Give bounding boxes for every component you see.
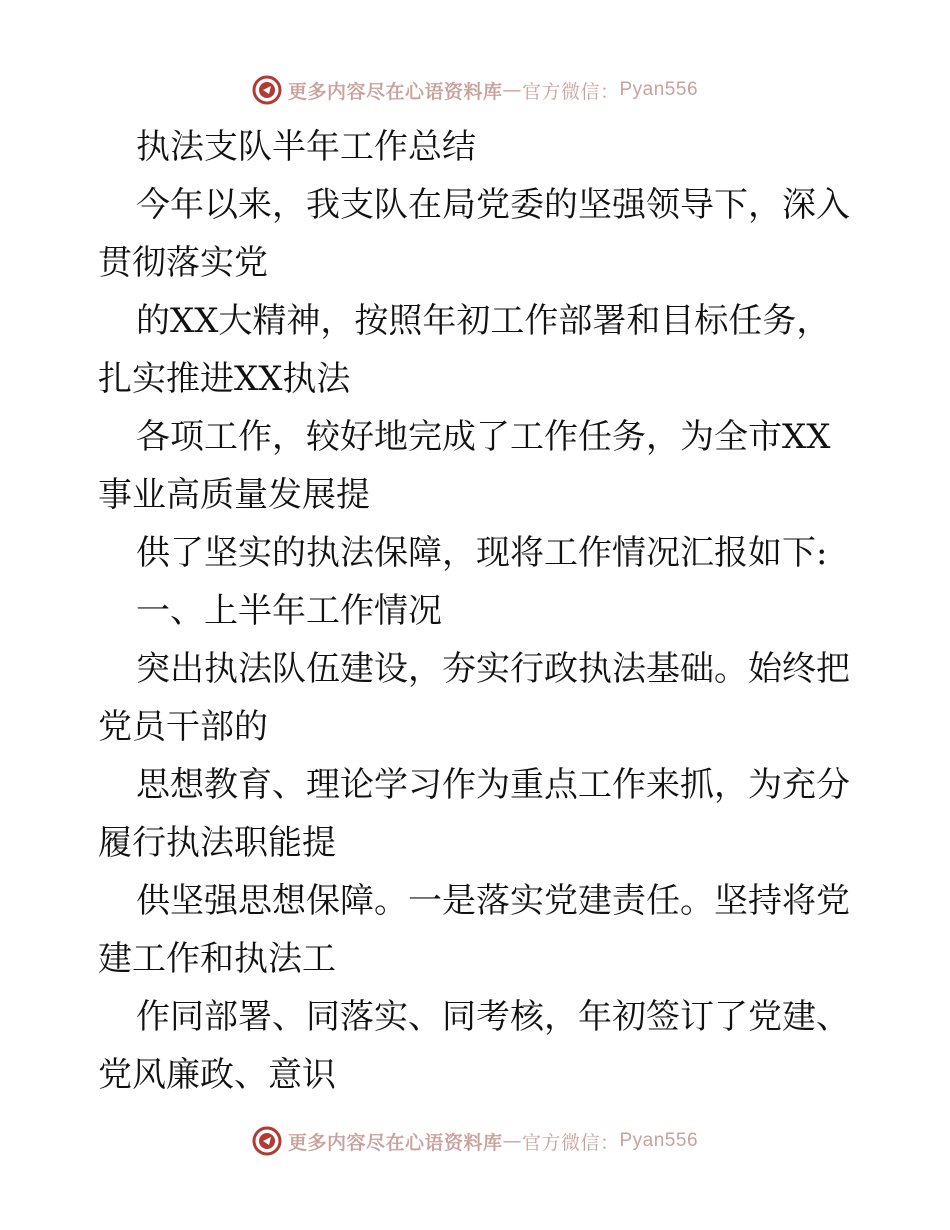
paragraph-line: 突出执法队伍建设，夯实行政执法基础。始终把: [136, 649, 850, 689]
paragraph-line: 供坚强思想保障。一是落实党建责任。坚持将党: [136, 881, 850, 921]
banner-wechat-label: 官方微信：: [521, 80, 620, 103]
paragraph-line: 今年以来，我支队在局党委的坚强领导下，深入: [136, 185, 850, 225]
seal-logo-icon: [252, 1126, 282, 1156]
paragraph-line: 各项工作，较好地完成了工作任务，为全市XX: [136, 417, 831, 457]
paragraph-line: 作同部署、同落实、同考核，年初签订了党建、: [136, 997, 850, 1037]
paragraph-line: 贯彻落实党: [98, 243, 268, 283]
document-title: 执法支队半年工作总结: [136, 127, 476, 167]
banner-separator: —: [502, 1130, 522, 1152]
seal-logo-icon: [252, 75, 282, 105]
paragraph-line: 扎实推进XX执法: [98, 359, 351, 399]
paragraph-line: 供了坚实的执法保障，现将工作情况汇报如下:: [136, 533, 828, 573]
banner-main-text: 更多内容尽在心语资料库: [287, 80, 503, 103]
banner-main-text: 更多内容尽在心语资料库: [287, 1131, 503, 1154]
paragraph-line: 党员干部的: [98, 707, 268, 747]
header-watermark-banner: [0, 70, 950, 110]
paragraph-line: 履行执法职能提: [98, 823, 336, 863]
footer-watermark-banner: [0, 1121, 950, 1161]
paragraph-line: 党风廉政、意识: [98, 1055, 336, 1095]
paragraph-line: 建工作和执法工: [98, 939, 336, 979]
paragraph-line: 思想教育、理论学习作为重点工作来抓，为充分: [136, 765, 850, 805]
section-heading: 一、上半年工作情况: [136, 591, 442, 631]
paragraph-line: 的XX大精神，按照年初工作部署和目标任务，: [136, 301, 831, 341]
banner-wechat-id: Pyan556: [619, 1130, 699, 1151]
paragraph-line: 事业高质量发展提: [98, 475, 370, 515]
banner-wechat-label: 官方微信：: [521, 1131, 620, 1154]
banner-separator: —: [502, 79, 522, 101]
banner-wechat-id: Pyan556: [619, 79, 699, 100]
